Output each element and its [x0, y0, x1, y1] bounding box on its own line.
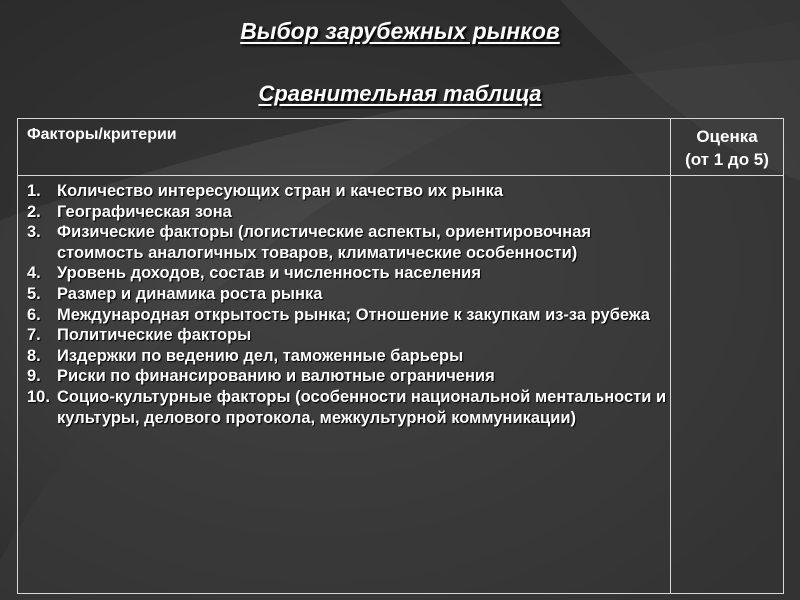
- criteria-item: [27, 325, 667, 346]
- criteria-item-text: Социо-культурные факторы (особенности национальной ментальности и культуры, делового протокола, межкультурной коммуникации): [57, 387, 667, 427]
- criteria-list: [27, 181, 667, 428]
- criteria-item-text: Количество интересующих стран и качество их рынка: [57, 182, 504, 200]
- criteria-item: [27, 222, 667, 263]
- criteria-item-text: Уровень доходов, состав и численность населения: [57, 264, 481, 283]
- criteria-item-number: 1.: [27, 182, 41, 200]
- criteria-item-number: 9.: [27, 367, 41, 386]
- criteria-item: [27, 263, 667, 284]
- criteria-item-number: 2.: [27, 202, 41, 221]
- slide-title: Выбор зарубежных рынков: [240, 18, 560, 44]
- criteria-item-number: 6.: [27, 305, 41, 324]
- criteria-item-number: 7.: [27, 326, 41, 345]
- criteria-item-text: Издержки по ведению дел, таможенные барьеры: [57, 346, 464, 365]
- criteria-item-number: 8.: [27, 346, 41, 365]
- table-header-divider: [18, 175, 783, 176]
- score-header-line1: Оценка: [696, 127, 758, 146]
- criteria-item-text: Физические факторы (логистические аспекты, ориентировочная стоимость аналогичных товаров, климатические особенности): [57, 223, 592, 262]
- slide-subtitle: Сравнительная таблица: [258, 81, 542, 106]
- criteria-item: [27, 366, 667, 387]
- criteria-item-text: Международная открытость рынка; Отношение к закупкам из-за рубежа: [57, 305, 650, 324]
- criteria-item-number: 3.: [27, 223, 41, 242]
- table-header-score: [671, 125, 783, 171]
- criteria-item: [27, 181, 667, 202]
- criteria-item-text: Географическая зона: [57, 202, 232, 221]
- criteria-item-text: Размер и динамика роста рынка: [57, 284, 323, 303]
- criteria-item: [27, 387, 667, 428]
- table-column-divider: [670, 119, 671, 593]
- score-header-line2: (от 1 до 5): [685, 150, 769, 169]
- criteria-item-number: 4.: [27, 264, 41, 283]
- criteria-item: [27, 346, 667, 367]
- table-header-factors: Факторы/критерии: [27, 126, 177, 143]
- criteria-item-text: Риски по финансированию и валютные ограничения: [57, 367, 495, 386]
- criteria-item: [27, 305, 667, 326]
- criteria-item-number: 10.: [27, 387, 50, 406]
- criteria-item: [27, 202, 667, 223]
- criteria-item-number: 5.: [27, 284, 41, 303]
- criteria-item-text: Политические факторы: [57, 326, 252, 345]
- criteria-item: [27, 284, 667, 305]
